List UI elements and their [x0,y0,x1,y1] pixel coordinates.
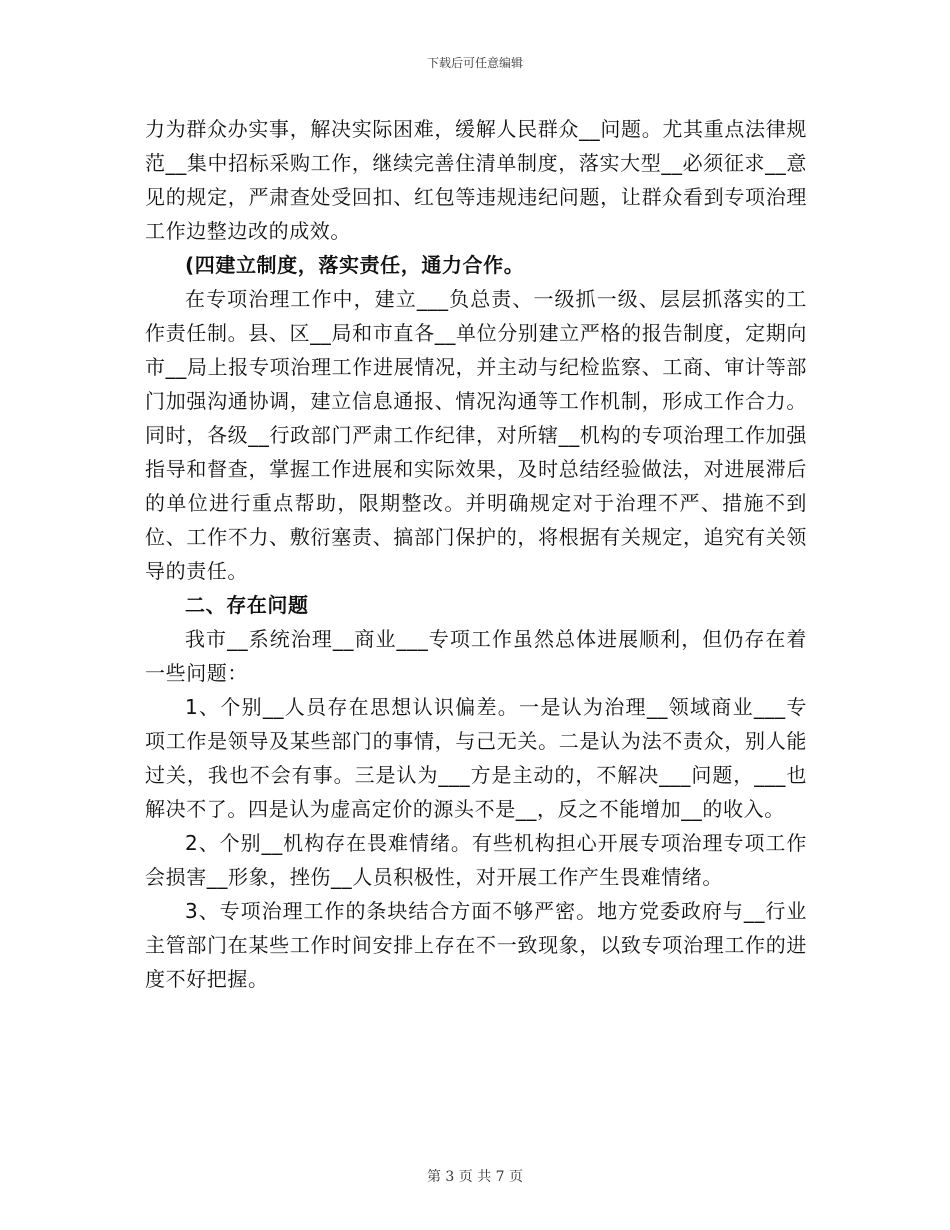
paragraph-responsibility: 在专项治理工作中，建立___负总责、一级抓一级、层层抓落实的工作责任制。县、区__局和市直各__单位分别建立严格的报告制度，定期向市__局上报专项治理工作进展情况，并主动与纪检监察、工商、审计等部门加强沟通协调，建立信息通报、情况沟通等工作机制，形成工作合力。同时，各级__行政部门严肃工作纪律，对所辖__机构的专项治理工作加强指导和督查，掌握工作进展和实际效果，及时总结经验做法，对进展滞后的单位进行重点帮助，限期整改。并明确规定对于治理不严、措施不到位、工作不力、敷衍塞责、搞部门保护的，将根据有关规定，追究有关领导的责任。 [145,287,807,583]
document-body [145,112,807,996]
paragraph-intro-problems: 我市__系统治理__商业___专项工作虽然总体进展顺利，但仍存在着一些问题： [145,627,807,685]
page-header: 下载后可任意编辑 [426,56,523,70]
paragraph-problem-3: 3、专项治理工作的条块结合方面不够严密。地方党委政府与__行业主管部门在某些工作时间安排上存在不一致现象，以致专项治理工作的进度不好把握。 [145,899,807,991]
page-footer: 第 3 页 共 7 页 [426,1169,524,1185]
paragraph-problem-2: 2、个别__机构存在畏难情绪。有些机构担心开展专项治理专项工作会损害__形象，挫伤__人员积极性，对开展工作产生畏难情绪。 [145,831,807,889]
section-heading-4: (四建立制度，落实责任，通力合作。 [185,253,525,277]
paragraph-problem-1: 1、个别__人员存在思想认识偏差。一是认为治理__领域商业___专项工作是领导及某些部门的事情，与己无关。二是认为法不责众，别人能过关，我也不会有事。三是认为___方是主动的，不解决___问题，___也解决不了。四是认为虚高定价的源头不是__，反之不能增加__的收入。 [145,695,807,821]
paragraph-continuation: 力为群众办实事，解决实际困难，缓解人民群众__问题。尤其重点法律规范__集中招标采购工作，继续完善住清单制度，落实大型__必须征求__意见的规定，严肃查处受回扣、红包等违规违纪问题，让群众看到专项治理工作边整边改的成效。 [145,117,807,243]
section-heading-problems: 二、存在问题 [185,593,309,617]
